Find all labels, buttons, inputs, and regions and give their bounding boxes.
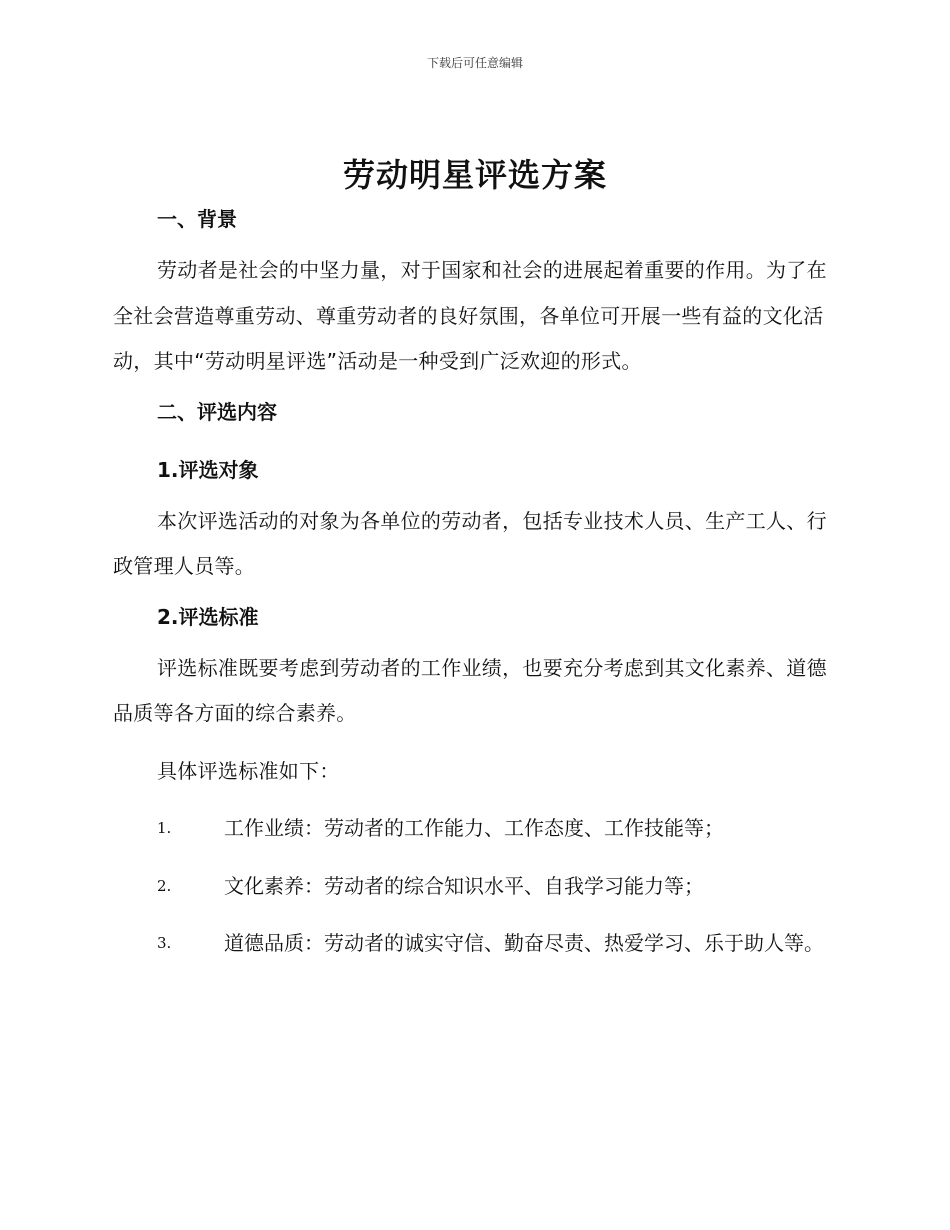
paragraph-target: 本次评选活动的对象为各单位的劳动者，包括专业技术人员、生产工人、行政管理人员等。 xyxy=(113,508,827,578)
criteria-item xyxy=(113,921,835,967)
document-body xyxy=(113,204,835,967)
section-heading-content: 二、评选内容 xyxy=(157,399,277,424)
criteria-item xyxy=(113,864,835,910)
paragraph-criteria: 评选标准既要考虑到劳动者的工作业绩，也要充分考虑到其文化素养、道德品质等各方面的综合素养。 xyxy=(113,655,827,725)
document-title: 劳动明星评选方案 xyxy=(342,156,607,194)
criteria-number: 2. xyxy=(157,876,172,895)
section-heading-background: 一、背景 xyxy=(157,207,237,231)
header-note: 下载后可任意编辑 xyxy=(426,56,523,70)
criteria-text: 文化素养：劳动者的综合知识水平、自我学习能力等； xyxy=(224,873,704,898)
paragraph-background: 劳动者是社会的中坚力量，对于国家和社会的进展起着重要的作用。为了在全社会营造尊重劳动、尊重劳动者的良好氛围，各单位可开展一些有益的文化活动，其中“劳动明星评选”活动是一种受到广泛欢迎的形式。 xyxy=(113,258,827,373)
subheading-target: 1.评选对象 xyxy=(157,457,259,482)
criteria-text: 道德品质：劳动者的诚实守信、勤奋尽责、热爱学习、乐于助人等。 xyxy=(224,931,824,955)
criteria-intro: 具体评选标准如下： xyxy=(157,758,340,783)
criteria-number: 3. xyxy=(157,934,172,952)
criteria-text: 工作业绩：劳动者的工作能力、工作态度、工作技能等； xyxy=(224,816,724,840)
criteria-number: 1. xyxy=(157,819,172,837)
subheading-criteria: 2.评选标准 xyxy=(157,604,259,629)
criteria-item xyxy=(113,806,835,852)
